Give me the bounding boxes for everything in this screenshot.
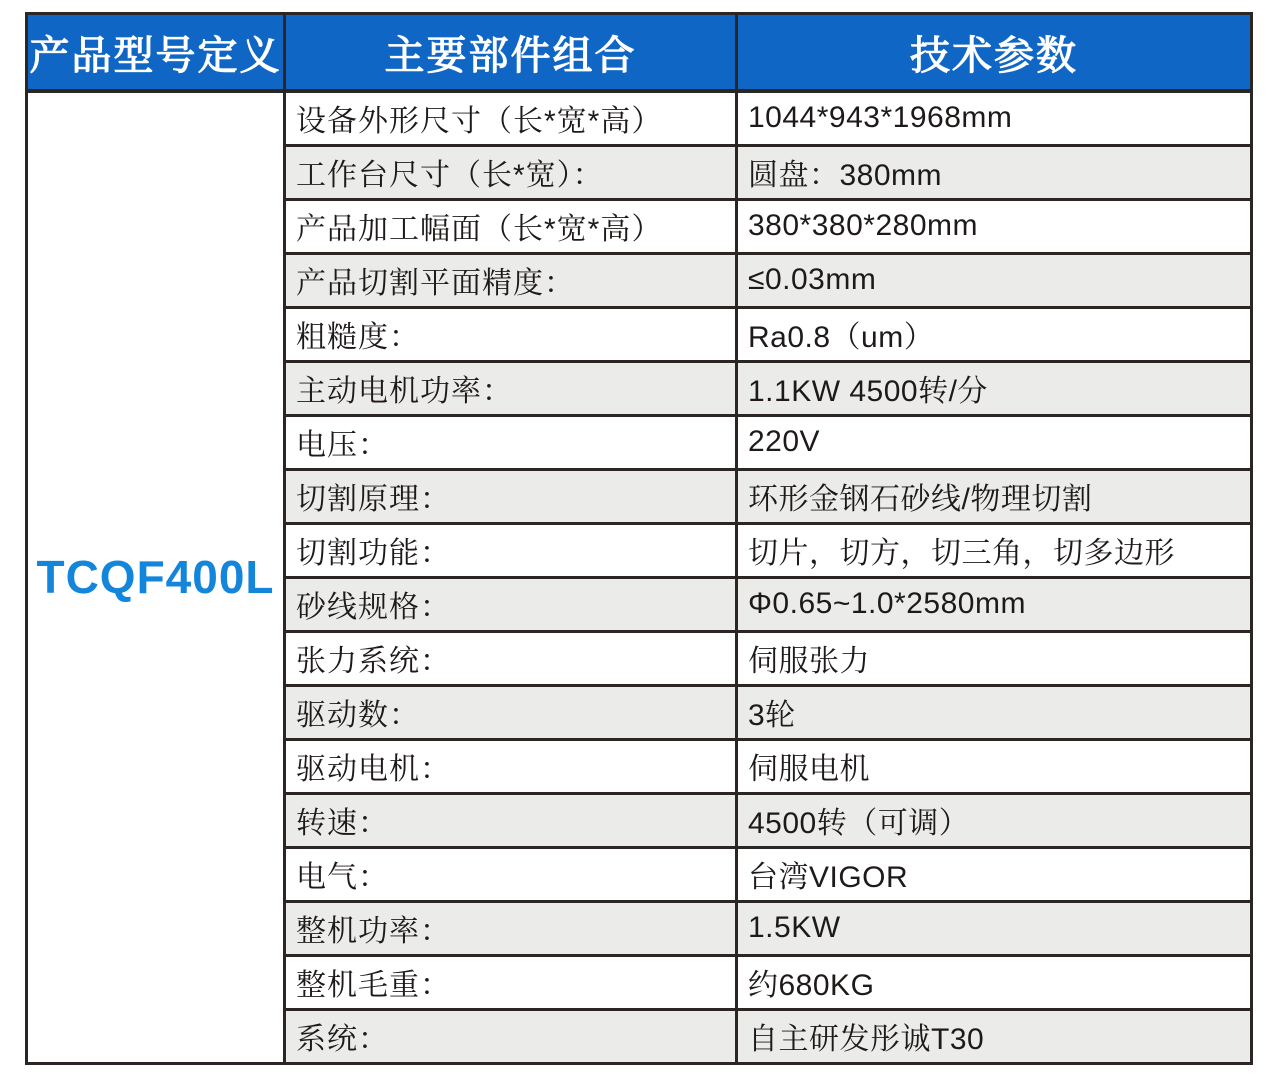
header-components-column: 主要部件组合 xyxy=(285,14,737,92)
spec-value: 伺服电机 xyxy=(737,739,1252,793)
spec-value: 约680KG xyxy=(737,955,1252,1009)
spec-value: 圆盘：380mm xyxy=(737,145,1252,199)
spec-label: 驱动数： xyxy=(285,685,737,739)
spec-table xyxy=(25,12,1253,1065)
spec-label: 砂线规格： xyxy=(285,577,737,631)
model-label: TCQF400L xyxy=(36,551,275,604)
spec-label: 整机毛重： xyxy=(285,955,737,1009)
spec-label: 驱动电机： xyxy=(285,739,737,793)
spec-value: 台湾VIGOR xyxy=(737,847,1252,901)
spec-rows xyxy=(27,91,1252,1063)
spec-label: 切割功能： xyxy=(285,523,737,577)
spec-value: 自主研发彤诚T30 xyxy=(737,1009,1252,1063)
spec-label: 电气： xyxy=(285,847,737,901)
spec-value: 切片，切方，切三角，切多边形 xyxy=(737,523,1252,577)
spec-label: 电压： xyxy=(285,415,737,469)
spec-label: 主动电机功率： xyxy=(285,361,737,415)
model-cell xyxy=(27,91,285,1063)
spec-label: 转速： xyxy=(285,793,737,847)
spec-value: 3轮 xyxy=(737,685,1252,739)
spec-value: 1.5KW xyxy=(737,901,1252,955)
spec-value: 伺服张力 xyxy=(737,631,1252,685)
spec-label: 设备外形尺寸（长*宽*高） xyxy=(285,91,737,145)
spec-value: Ra0.8（um） xyxy=(737,307,1252,361)
header-parameters-column: 技术参数 xyxy=(737,14,1252,92)
table-row xyxy=(27,91,1252,145)
spec-value: 4500转（可调） xyxy=(737,793,1252,847)
spec-value: ≤0.03mm xyxy=(737,253,1252,307)
spec-label: 粗糙度： xyxy=(285,307,737,361)
spec-label: 系统： xyxy=(285,1009,737,1063)
header-row xyxy=(27,14,1252,92)
spec-value: 环形金钢石砂线/物理切割 xyxy=(737,469,1252,523)
spec-value: 1.1KW 4500转/分 xyxy=(737,361,1252,415)
spec-label: 产品加工幅面（长*宽*高） xyxy=(285,199,737,253)
spec-label: 整机功率： xyxy=(285,901,737,955)
spec-label: 张力系统： xyxy=(285,631,737,685)
spec-value: Φ0.65~1.0*2580mm xyxy=(737,577,1252,631)
spec-value: 220V xyxy=(737,415,1252,469)
spec-label: 产品切割平面精度： xyxy=(285,253,737,307)
spec-value: 380*380*280mm xyxy=(737,199,1252,253)
header-model-column: 产品型号定义 xyxy=(27,14,285,92)
spec-label: 切割原理： xyxy=(285,469,737,523)
spec-label: 工作台尺寸（长*宽）： xyxy=(285,145,737,199)
spec-value: 1044*943*1968mm xyxy=(737,91,1252,145)
